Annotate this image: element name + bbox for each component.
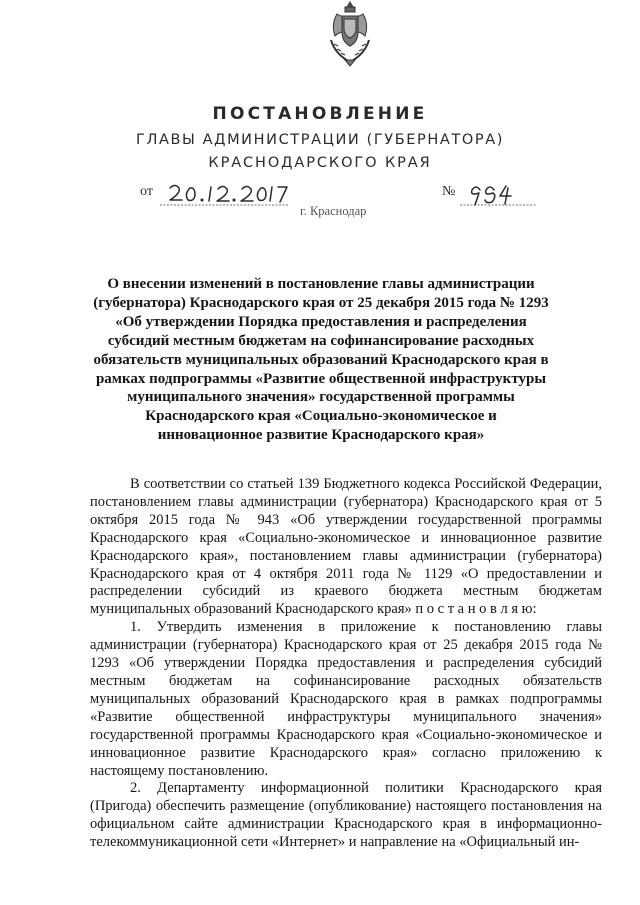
- city: г. Краснодар: [300, 204, 367, 218]
- document-subject-title: О внесении изменений в постановление главы администрации (губернатора) Краснодарского края от 25 декабря 2015 года № 1293 «Об утверждении Порядка предоставления и распределения субсидий местным бюджетам на софинансирование расходных обязательств муниципальных образований Краснодарского края в рамках подпрограммы «Развитие общественной инфраструктуры муниципального значения» государственной программы Краснодарского края «Социально-экономическое и инновационное развитие Краснодарского края»: [93, 276, 549, 444]
- krasnodar-coat-of-arms-icon: [325, 0, 375, 70]
- issuing-authority: ГЛАВЫ АДМИНИСТРАЦИИ (ГУБЕРНАТОРА): [136, 132, 504, 148]
- issuing-region: КРАСНОДАРСКОГО КРАЯ: [208, 155, 432, 171]
- body-paragraph-3: 2. Департаменту информационной политики Краснодарского края (Пригода) обеспечить размещение (опубликование) настоящего постановления на официальном сайте администрации Краснодарского края в информационно-телекоммуникационной сети «Интернет» и направление на «Официальный ин-: [90, 780, 602, 851]
- number-prefix: №: [442, 184, 456, 199]
- handwritten-number: [458, 178, 540, 208]
- document-type-title: ПОСТАНОВЛЕНИЕ: [212, 104, 428, 124]
- handwritten-date: [160, 178, 290, 208]
- body-paragraph-1: В соответствии со статьей 139 Бюджетного кодекса Российской Федерации, постановлением главы администрации (губернатора) Краснодарского края от 5 октября 2015 года № 943 «Об утверждении государственной программы Краснодарского края «Социально-экономическое и инновационное развитие Краснодарского края», постановлением главы администрации (губернатора) Краснодарского края от 4 октября 2011 года № 1129 «О предоставлении и распределении субсидий из краевого бюджета местным бюджетам муниципальных образований Краснодарского края» п о с т а н о в л я ю:: [90, 476, 602, 618]
- document-body: [90, 476, 602, 852]
- date-prefix: от: [140, 184, 153, 199]
- body-paragraph-2: 1. Утвердить изменения в приложение к постановлению главы администрации (губернатора) Краснодарского края от 25 декабря 2015 года № 1293 «Об утверждении Порядка предоставления и распределения субсидий местным бюджетам на софинансирование расходных обязательств муниципальных образований Краснодарского края в рамках подпрограммы «Развитие общественной инфраструктуры муниципального значения» государственной программы Краснодарского края «Социально-экономическое и инновационное развитие Краснодарского края» согласно приложению к настоящему постановлению.: [90, 619, 602, 779]
